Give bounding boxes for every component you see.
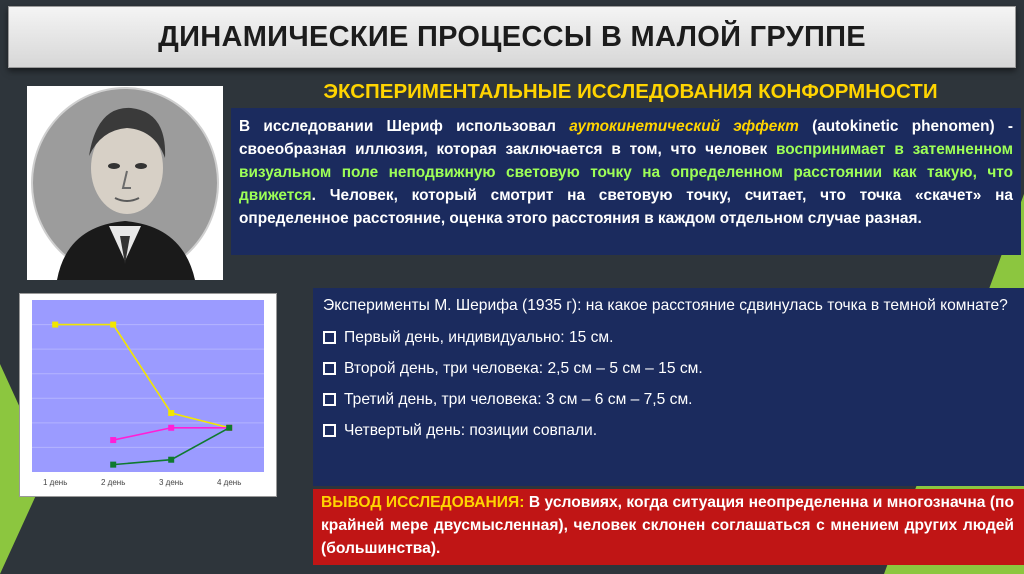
- checkbox-bullet-icon: [323, 362, 336, 375]
- checkbox-bullet-icon: [323, 424, 336, 437]
- intro-highlight: воспринимает в затемненном визуальном поле неподвижную световую точку на определенном расстоянии как такую, что движется: [239, 141, 1013, 204]
- data-point: [110, 462, 116, 468]
- list-item-text: Третий день, три человека: 3 см – 6 см – 7,5 см.: [344, 390, 693, 408]
- data-point: [168, 457, 174, 463]
- portrait-image: [27, 86, 223, 280]
- experiments-box: [313, 288, 1024, 486]
- experiments-lead: Эксперименты М. Шерифа (1935 г): на какое расстояние сдвинулась точка в темной комнате?: [323, 297, 1008, 314]
- checkbox-bullet-icon: [323, 331, 336, 344]
- intro-text-part2: (autokinetic phenomen) - своеобразная иллюзия, которая заключается в том, что человек: [239, 118, 1013, 158]
- conclusion-label: ВЫВОД ИССЛЕДОВАНИЯ:: [321, 494, 525, 511]
- list-item-text: Второй день, три человека: 2,5 см – 5 см – 15 см.: [344, 359, 703, 377]
- sherif-chart: [19, 293, 277, 497]
- data-point: [226, 425, 232, 431]
- checkbox-bullet-icon: [323, 393, 336, 406]
- data-point: [110, 437, 116, 443]
- x-tick-label: 3 день: [159, 478, 184, 487]
- intro-effect-term: аутокинетический эффект: [569, 118, 799, 135]
- x-tick-label: 1 день: [43, 478, 68, 487]
- x-tick-label: 4 день: [217, 478, 242, 487]
- list-item-text: Первый день, индивидуально: 15 см.: [344, 328, 614, 346]
- plot-area: [32, 300, 264, 472]
- intro-text-part1: В исследовании Шериф использовал: [239, 118, 570, 135]
- intro-text-part3: . Человек, который смотрит на световую точку, считает, что точка «скачет» на определенное расстояние, оценка этого расстояния в каждом отдельном случае разная.: [239, 187, 1013, 227]
- conclusion-text: В условиях, когда ситуация неопределенна и многозначна (по крайней мере двусмысленная), человек склонен соглашаться с мнением других людей (большинства).: [321, 494, 1014, 557]
- x-tick-label: 2 день: [101, 478, 126, 487]
- data-point: [168, 410, 174, 416]
- data-point: [52, 322, 58, 328]
- list-item-text: Четвертый день: позиции совпали.: [344, 421, 598, 439]
- title-bar: [8, 6, 1016, 68]
- data-point: [110, 322, 116, 328]
- data-point: [168, 425, 174, 431]
- sherif-portrait: [27, 86, 223, 280]
- chart-svg: [20, 294, 276, 496]
- conclusion-box: [313, 489, 1024, 565]
- page-title: ДИНАМИЧЕСКИЕ ПРОЦЕССЫ В МАЛОЙ ГРУППЕ: [158, 20, 866, 53]
- list-item: [323, 354, 1014, 382]
- list-item: [323, 416, 1014, 444]
- section-subtitle: ЭКСПЕРИМЕНТАЛЬНЫЕ ИССЛЕДОВАНИЯ КОНФОРМНОСТИ: [323, 80, 938, 103]
- intro-text-box: [231, 108, 1021, 255]
- list-item: [323, 385, 1014, 413]
- list-item: [323, 323, 1014, 351]
